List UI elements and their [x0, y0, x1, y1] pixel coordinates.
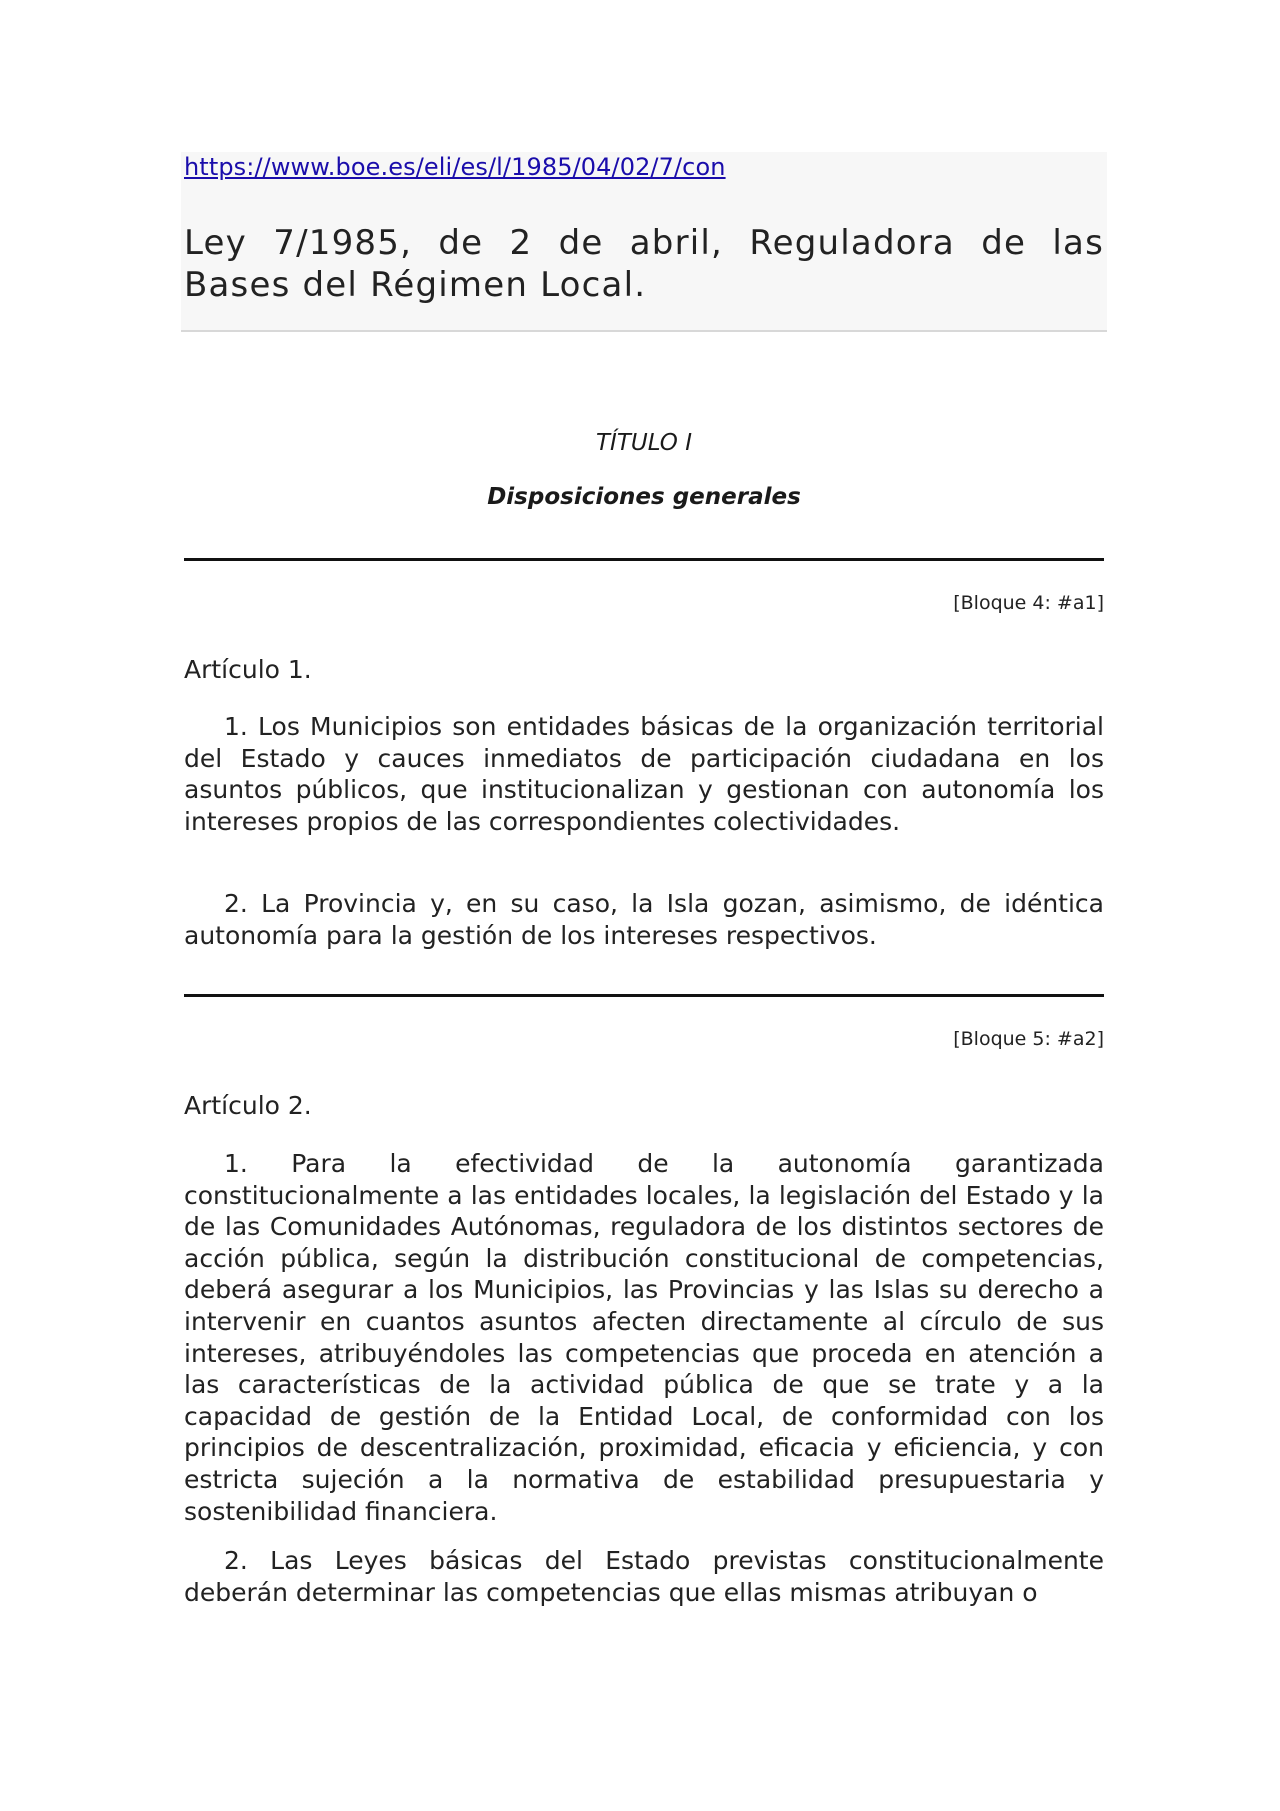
article-heading: Artículo 1.	[184, 655, 312, 684]
block-reference: [Bloque 5: #a2]	[953, 1028, 1104, 1050]
article-paragraph: 1. Para la efectividad de la autonomía garantizada constitucionalmente a las entidades locales, la legislación del Estado y la de las Comunidades Autónomas, reguladora de los distintos sectores de acción pública, según la distribución constitucional de competencias, deberá asegurar a los Municipios, las Provincias y las Islas su derecho a intervenir en cuantos asuntos afecten directamente al círculo de sus intereses, atribuyéndoles las competencias que proceda en atención a las características de la actividad pública de que se trate y a la capacidad de gestión de la Entidad Local, de conformidad con los principios de descentralización, proximidad, eficacia y eficiencia, y con estricta sujeción a la normativa de estabilidad presupuestaria y sostenibilidad financiera.	[184, 1149, 1104, 1526]
source-link[interactable]: https://www.boe.es/eli/es/l/1985/04/02/7/con	[184, 153, 726, 181]
article-paragraph: 2. Las Leyes básicas del Estado previstas constitucionalmente deberán determinar las competencias que ellas mismas atribuyan o	[184, 1546, 1104, 1607]
section-divider	[184, 558, 1104, 561]
title-subheading: Disposiciones generales	[487, 484, 801, 510]
article-paragraph: 2. La Provincia y, en su caso, la Isla gozan, asimismo, de idéntica autonomía para la gestión de los intereses respectivos.	[184, 889, 1104, 950]
section-divider	[184, 994, 1104, 997]
article-paragraph: 1. Los Municipios son entidades básicas de la organización territorial del Estado y cauces inmediatos de participación ciudadana en los asuntos públicos, que institucionalizan y gestionan con autonomía los intereses propios de las correspondientes colectividades.	[184, 712, 1104, 836]
block-reference: [Bloque 4: #a1]	[953, 592, 1104, 614]
article-heading: Artículo 2.	[184, 1091, 312, 1120]
title-heading: TÍTULO I	[595, 430, 693, 456]
document-title: Ley 7/1985, de 2 de abril, Reguladora de las Bases del Régimen Local.	[184, 223, 1104, 305]
